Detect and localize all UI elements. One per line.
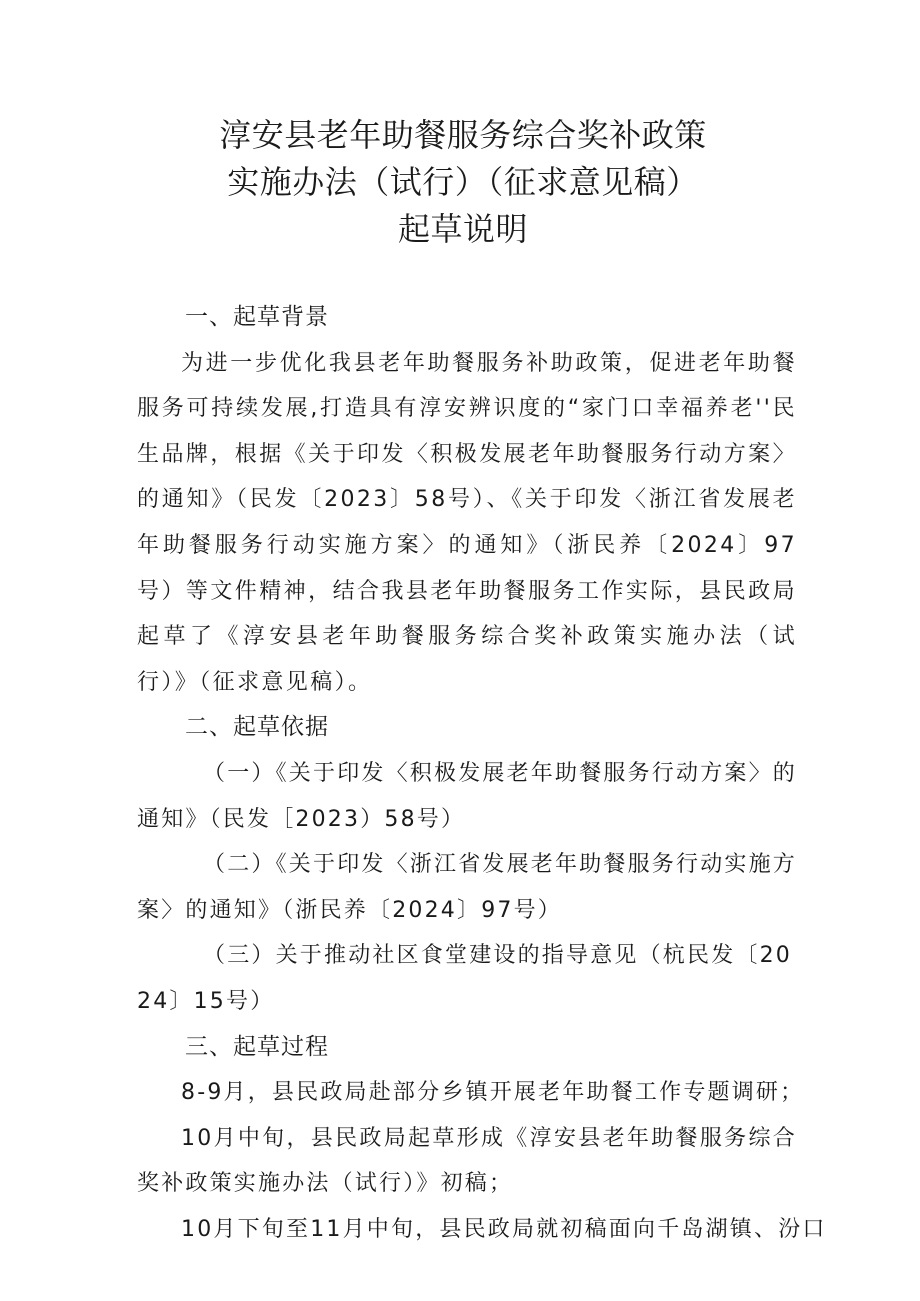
title-line-2: 实施办法（试行）（征求意见稿） bbox=[227, 163, 699, 201]
section-heading-process: 三、起草过程 bbox=[185, 1033, 329, 1060]
process-paragraph-1: 8-9月，县民政局赴部分乡镇开展老年助餐工作专题调研； bbox=[181, 1080, 805, 1106]
process-paragraph-3: 10月下旬至11月中旬，县民政局就初稿面向千岛湖镇、汾口 bbox=[181, 1216, 827, 1242]
basis-item-3: （三）关于推动社区食堂建设的指导意见（杭民发〔2024〕15号） bbox=[137, 943, 792, 1014]
title-line-3: 起草说明 bbox=[397, 210, 528, 248]
section-heading-basis: 二、起草依据 bbox=[185, 714, 329, 741]
basis-item-2: （二）《关于印发〈浙江省发展老年助餐服务行动实施方案〉的通知》（浙民养〔2024〕97号） bbox=[137, 852, 798, 923]
section-heading-background: 一、起草背景 bbox=[185, 304, 329, 330]
background-paragraph: 为进一步优化我县老年助餐服务补助政策，促进老年助餐服务可持续发展,打造具有淳安辨识度的“家门口幸福养老''民生品牌，根据《关于印发〈积极发展老年助餐服务行动方案〉的通知》（民发〔2023〕58号）、《关于印发〈浙江省发展老年助餐服务行动实施方案〉的通知》（浙民养〔2024〕97号）等文件精神，结合我县老年助餐服务工作实际，县民政局起草了《淳安县老年助餐服务综合奖补政策实施办法（试行）》（征求意见稿）。 bbox=[137, 350, 797, 695]
process-paragraph-2: 10月中旬，县民政局起草形成《淳安县老年助餐服务综合奖补政策实施办法（试行）》初稿； bbox=[137, 1125, 797, 1197]
document-title bbox=[0, 112, 920, 253]
document-body bbox=[137, 295, 827, 1252]
basis-item-1: （一）《关于印发〈积极发展老年助餐服务行动方案〉的通知》（民发［2023）58号） bbox=[137, 760, 798, 832]
title-line-1: 淳安县老年助餐服务综合奖补政策 bbox=[219, 116, 707, 154]
